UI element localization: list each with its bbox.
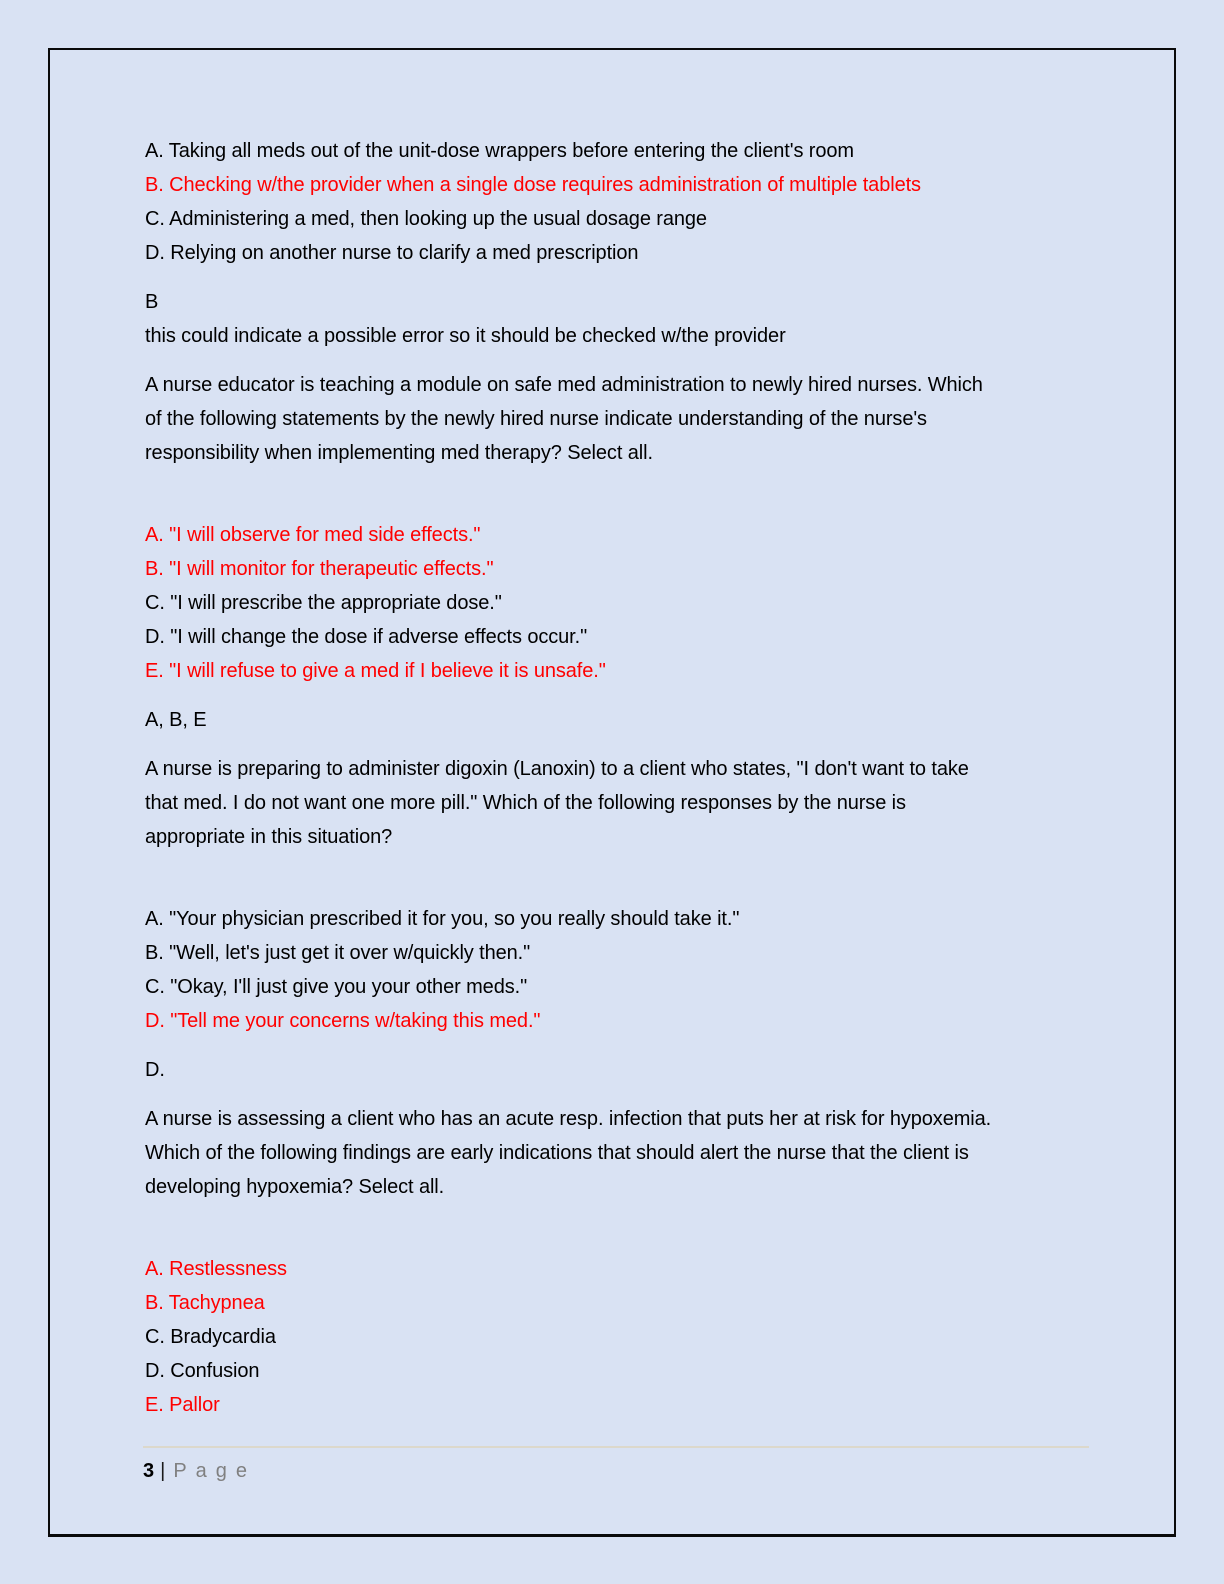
text-line: A. "I will observe for med side effects.": [145, 524, 481, 546]
text-line: B. "I will monitor for therapeutic effects.": [145, 558, 494, 580]
text-line: E. Pallor: [145, 1394, 220, 1416]
text-line: A. Restlessness: [145, 1258, 287, 1280]
options-list: [145, 902, 1084, 1038]
options-list: [145, 1252, 1084, 1422]
footer-page-label: Page: [173, 1460, 257, 1482]
text-line: B: [145, 291, 159, 313]
answer-text: [145, 1053, 1084, 1087]
footer-text: [143, 1458, 1089, 1484]
question-paragraph: [145, 1102, 1084, 1204]
text-line: that med. I do not want one more pill." Which of the following responses by the nurse is: [145, 792, 906, 814]
text-line: responsibility when implementing med therapy? Select all.: [145, 442, 653, 464]
answer-text: [145, 703, 1084, 737]
text-line: appropriate in this situation?: [145, 826, 393, 848]
text-line: D. "I will change the dose if adverse effects occur.": [145, 626, 588, 648]
text-line: A nurse is preparing to administer digoxin (Lanoxin) to a client who states, "I don't want to take: [145, 758, 969, 780]
page-border-frame: [48, 48, 1176, 1537]
text-line: C. Bradycardia: [145, 1326, 276, 1348]
footer-divider: [143, 1446, 1089, 1448]
text-line: E. "I will refuse to give a med if I believe it is unsafe.": [145, 660, 606, 682]
text-line: A, B, E: [145, 709, 207, 731]
text-line: B. "Well, let's just get it over w/quickly then.": [145, 942, 531, 964]
text-line: A. "Your physician prescribed it for you, so you really should take it.": [145, 908, 740, 930]
text-line: D.: [145, 1059, 165, 1081]
text-line: B. Tachypnea: [145, 1292, 265, 1314]
text-line: this could indicate a possible error so it should be checked w/the provider: [145, 325, 786, 347]
page-footer: [143, 1446, 1089, 1484]
text-line: developing hypoxemia? Select all.: [145, 1176, 445, 1198]
question-paragraph: [145, 752, 1084, 854]
text-line: C. Administering a med, then looking up the usual dosage range: [145, 208, 707, 230]
footer-separator: |: [160, 1460, 166, 1482]
question-paragraph: [145, 368, 1084, 470]
text-line: D. Confusion: [145, 1360, 260, 1382]
text-line: C. "I will prescribe the appropriate dose.": [145, 592, 502, 614]
text-line: A. Taking all meds out of the unit-dose wrappers before entering the client's room: [145, 140, 854, 162]
options-list: [145, 134, 1084, 270]
text-line: Which of the following findings are early indications that should alert the nurse that the client is: [145, 1142, 969, 1164]
text-line: D. Relying on another nurse to clarify a med prescription: [145, 242, 639, 264]
document-body: [50, 50, 1174, 1422]
text-line: B. Checking w/the provider when a single dose requires administration of multiple tablets: [145, 174, 921, 196]
text-line: A nurse educator is teaching a module on safe med administration to newly hired nurses. Which: [145, 374, 983, 396]
text-line: A nurse is assessing a client who has an acute resp. infection that puts her at risk for hypoxemia.: [145, 1108, 992, 1130]
page-number: 3: [143, 1460, 155, 1482]
text-line: D. "Tell me your concerns w/taking this med.": [145, 1010, 541, 1032]
options-list: [145, 518, 1084, 688]
text-line: C. "Okay, I'll just give you your other meds.": [145, 976, 528, 998]
text-line: of the following statements by the newly hired nurse indicate understanding of the nurse's: [145, 408, 927, 430]
answer-text: [145, 285, 1084, 353]
